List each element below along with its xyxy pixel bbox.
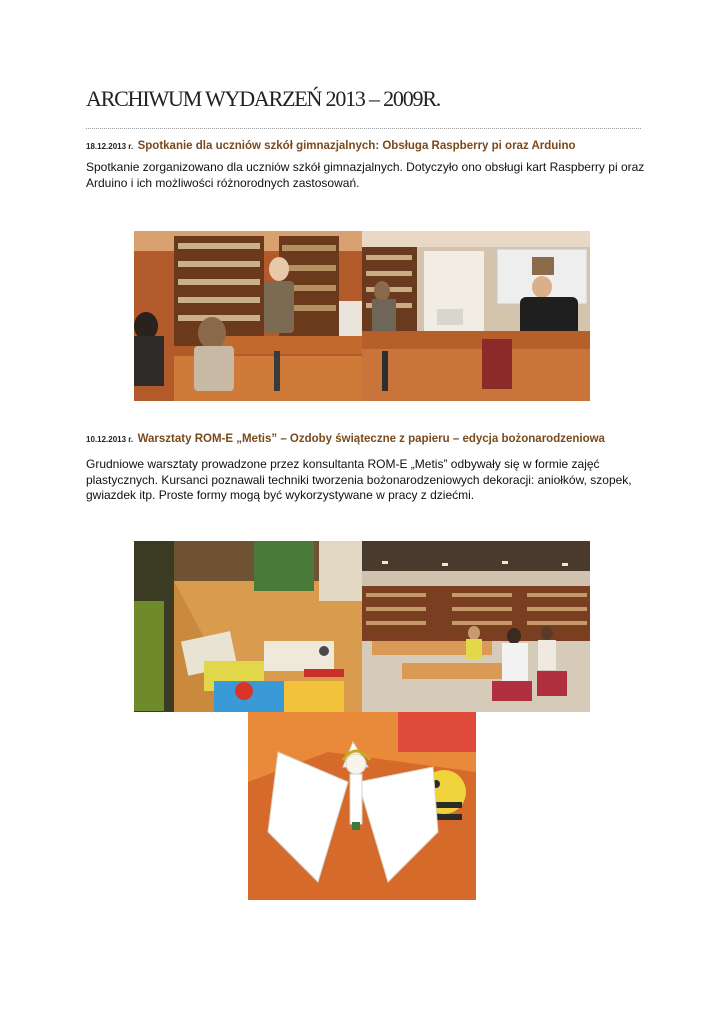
page-title: ARCHIWUM WYDARZEŃ 2013 – 2009R. <box>86 86 441 111</box>
event-photo-projector <box>362 231 590 401</box>
event-photo-lecture <box>134 231 362 401</box>
divider <box>86 128 641 129</box>
event-photo-crafting-table <box>134 541 362 712</box>
entry-date: 18.12.2013 r. <box>86 142 134 151</box>
entry-title: Warsztaty ROM-E „Metis” – Ozdoby świąteczne z papieru – edycja bożonarodzeniowa <box>137 433 605 445</box>
entry-text: Spotkanie zorganizowano dla uczniów szkół gimnazjalnych. Dotyczyło ono obsługi kart Raspberry pi oraz Arduino i ich możliwości różnorodnych zastosowań. <box>86 160 645 190</box>
entry-text: Grudniowe warsztaty prowadzone przez konsultanta ROM-E „Metis” odbywały się w formie zajęć plastycznych. Kursanci poznawali techniki tworzenia bożonarodzeniowych dekoracji: aniołków, szopek, gwiazdek itp. Proste formy mogą być wykorzystywane w pracy z dziećmi. <box>86 457 632 502</box>
entry-header <box>86 429 605 447</box>
entry-header <box>86 136 576 154</box>
entry-date: 10.12.2013 r. <box>86 435 134 444</box>
event-photo-paper-angel <box>248 712 476 900</box>
event-photo-workshop-room <box>362 541 590 712</box>
entry-title: Spotkanie dla uczniów szkół gimnazjalnych: Obsługa Raspberry pi oraz Arduino <box>137 140 576 152</box>
